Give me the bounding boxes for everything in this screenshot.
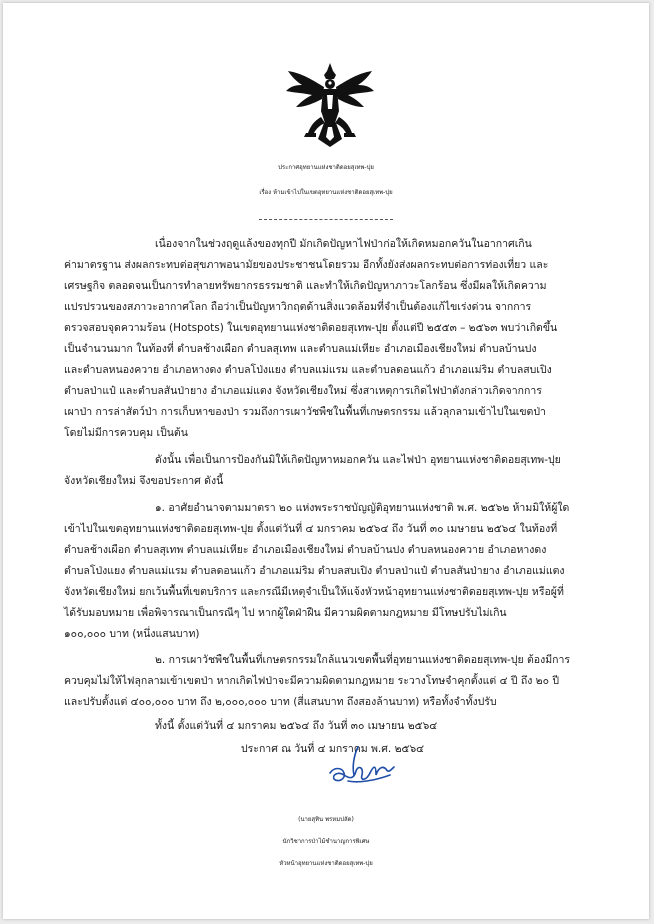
effective-period: ทั้งนี้ ตั้งแต่วันที่ ๔ มกราคม ๒๕๖๔ ถึง วันที่ ๓๐ เมษายน ๒๕๖๔: [155, 720, 438, 732]
item1-line: ตำบลโป่งแยง ตำบลแม่แรม ตำบลดอนแก้ว อำเภอแม่ริม ตำบลสบเปิง ตำบลป่าแป๋ ตำบลสันป่ายาง อำเภอแม่แตง: [64, 565, 565, 577]
signatory-name: (นายสุทิน พรหมปลัด): [298, 816, 354, 823]
para2-line: จังหวัดเชียงใหม่ จึงขอประกาศ ดังนี้: [64, 475, 224, 487]
para1-line: เป็นจำนวนมาก ในท้องที่ ตำบลช้างเผือก ตำบลสุเทพ และตำบลแม่เหียะ อำเภอเมืองเชียงใหม่ ตำบลบ้านปง: [64, 343, 537, 355]
para1-line: ตำบลป่าแป๋ และตำบลสันป่ายาง อำเภอแม่แตง จังหวัดเชียงใหม่ ซึ่งสาเหตุการเกิดไฟป่าดังกล่าวเกิดจากการ: [64, 385, 542, 397]
handwritten-signature: [318, 745, 408, 787]
para1-line: เศรษฐกิจ ตลอดจนเป็นการทำลายทรัพยากรธรรมชาติ และทำให้เกิดปัญหาภาวะโลกร้อน ซึ่งมีผลให้เกิดความ: [64, 280, 547, 292]
para1-line: ตรวจสอบจุดความร้อน (Hotspots) ในเขตอุทยานแห่งชาติดอยสุเทพ-ปุย ตั้งแต่ปี ๒๕๕๓ – ๒๕๖๓ พบว่าเกิดขึ้น: [64, 322, 558, 334]
para1-line: เนื่องจากในช่วงฤดูแล้งของทุกปี มักเกิดปัญหาไฟป่าก่อให้เกิดหมอกควันในอากาศเกิน: [155, 238, 532, 250]
item2-line: และปรับตั้งแต่ ๔๐๐,๐๐๐ บาท ถึง ๒,๐๐๐,๐๐๐ บาท (สี่แสนบาท ถึงสองล้านบาท) หรือทั้งจำทั้งปรับ: [64, 696, 497, 708]
para2-line: ดังนั้น เพื่อเป็นการป้องกันมิให้เกิดปัญหาหมอกควัน และไฟป่า อุทยานแห่งชาติดอยสุเทพ-ปุย: [155, 454, 561, 466]
signatory-title: หัวหน้าอุทยานแห่งชาติดอยสุเทพ-ปุย: [279, 860, 373, 867]
item1-line: เข้าไปในเขตอุทยานแห่งชาติดอยสุเทพ-ปุย ตั้งแต่วันที่ ๔ มกราคม ๒๕๖๔ ถึง วันที่ ๓๐ เมษายน ๒๕๖๔ ในท้องที่: [64, 523, 558, 535]
para1-line: และตำบลหนองควาย อำเภอหางดง ตำบลโป่งแยง ตำบลแม่แรม และตำบลดอนแก้ว อำเภอแม่ริม ตำบลสบเปิง: [64, 364, 552, 376]
item1-line: จังหวัดเชียงใหม่ ยกเว้นพื้นที่เขตบริการ และกรณีมีเหตุจำเป็นให้แจ้งหัวหน้าอุทยานแห่งชาติดอยสุเทพ-ปุย หรือผู้ที่: [64, 586, 564, 598]
item2-line: ๒. การเผาวัชพืชในพื้นที่เกษตรกรรมใกล้แนวเขตพื้นที่อุทยานแห่งชาติดอยสุเทพ-ปุย ต้องมีการ: [155, 654, 571, 666]
garuda-emblem-icon: [284, 61, 376, 149]
item1-line: ๑๐๐,๐๐๐ บาท (หนึ่งแสนบาท): [64, 628, 200, 640]
announcement-page: [3, 3, 649, 919]
item1-line: ๑. อาศัยอำนาจตามมาตรา ๒๐ แห่งพระราชบัญญัติอุทยานแห่งชาติ พ.ศ. ๒๕๖๒ ห้ามมิให้ผู้ใด: [155, 502, 570, 514]
announcement-subject: เรื่อง ห้ามเข้าไปในเขตอุทยานแห่งชาติดอยสุเทพ-ปุย: [259, 189, 393, 196]
item2-line: ควบคุมไม่ให้ไฟลุกลามเข้าเขตป่า หากเกิดไฟป่าจะมีความผิดตามกฎหมาย ระวางโทษจำคุกตั้งแต่ ๔ ปี ถึง ๒๐ ปี: [64, 675, 560, 687]
item1-line: ตำบลช้างเผือก ตำบลสุเทพ ตำบลแม่เหียะ อำเภอเมืองเชียงใหม่ ตำบลบ้านปง ตำบลหนองควาย อำเภอหางดง: [64, 544, 547, 556]
para1-line: แปรปรวนของสภาวะอากาศโลก ถือว่าเป็นปัญหาวิกฤตด้านสิ่งแวดล้อมที่จำเป็นต้องแก้ไขเร่งด่วน จากการ: [64, 301, 532, 313]
para1-line: ค่ามาตรฐาน ส่งผลกระทบต่อสุขภาพอนามัยของประชาชนโดยรวม อีกทั้งยังส่งผลกระทบต่อการท่องเที่ยว และ: [64, 259, 549, 271]
para1-line: เผาป่า การล่าสัตว์ป่า การเก็บหาของป่า รวมถึงการเผาวัชพืชในพื้นที่เกษตรกรรม แล้วลุกลามเข้าไปในเขตป่า: [64, 406, 546, 418]
announcement-date: ประกาศ ณ วันที่ ๔ มกราคม พ.ศ. ๒๕๖๔: [241, 743, 425, 755]
para1-line: โดยไม่มีการควบคุม เป็นต้น: [64, 427, 188, 439]
item1-line: ได้รับมอบหมาย เพื่อพิจารณาเป็นกรณีๆ ไป หากผู้ใดฝ่าฝืน มีความผิดตามกฎหมาย มีโทษปรับไม่เกิน: [64, 607, 507, 619]
announcement-heading: ประกาศอุทยานแห่งชาติดอยสุเทพ-ปุย: [278, 164, 374, 171]
signatory-position: นักวิชาการป่าไม้ชำนาญการพิเศษ: [282, 838, 370, 845]
heading-divider: [259, 219, 393, 220]
